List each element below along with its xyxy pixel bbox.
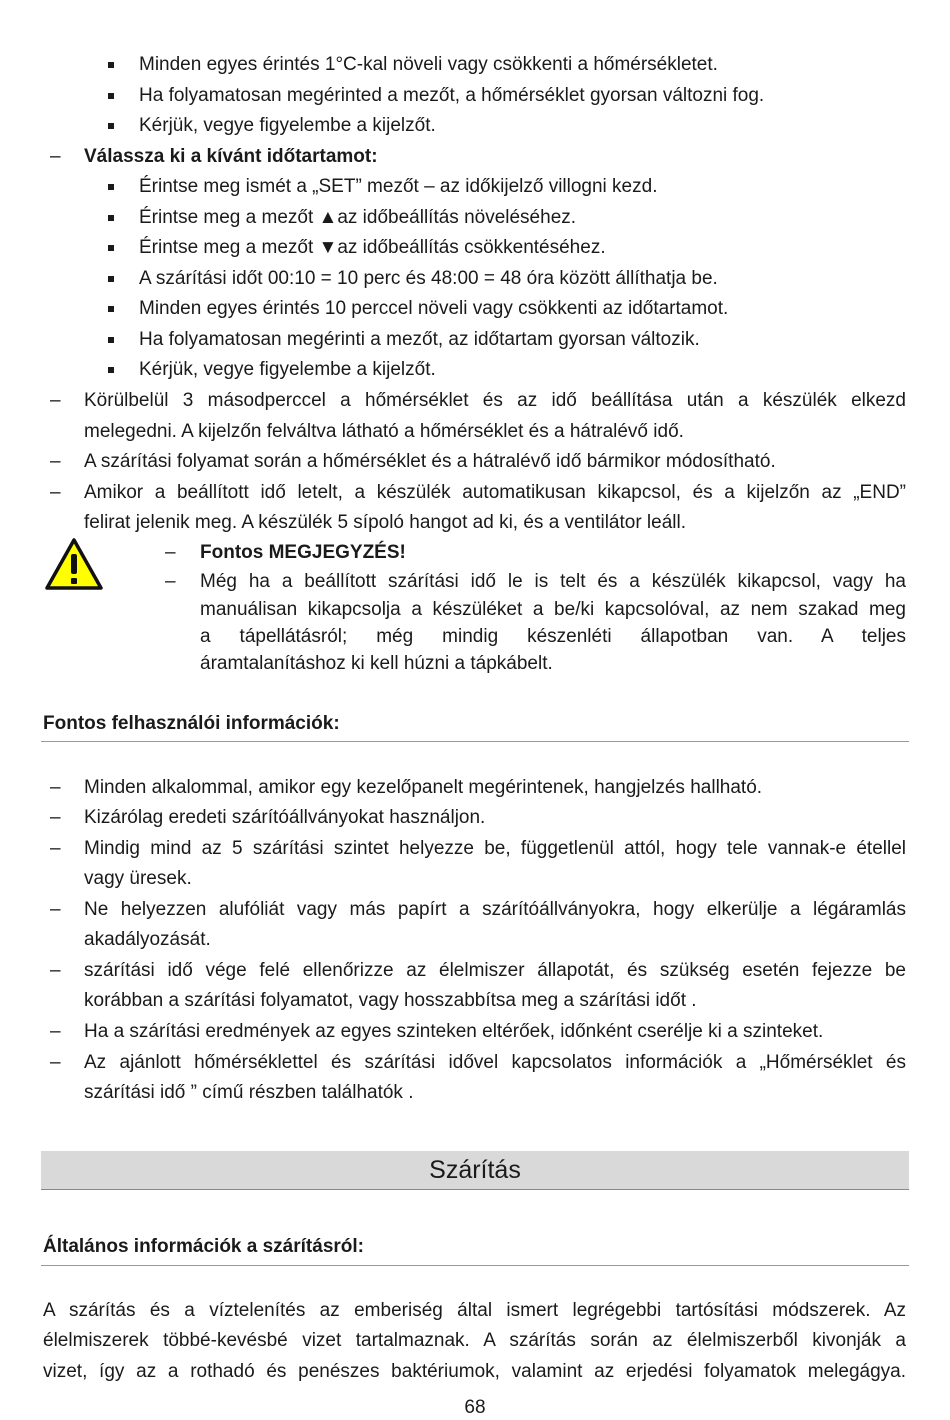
- user-info-heading: Fontos felhasználói információk:: [43, 713, 340, 734]
- dash-bullet: –: [50, 1021, 61, 1042]
- bullet-square: [108, 184, 114, 190]
- list-item: Minden egyes érintés 1°C-kal növeli vagy csökkenti a hőmérsékletet.: [139, 54, 718, 75]
- bullet-square: [108, 123, 114, 129]
- paragraph-line: A szárítás és a víztelenítés az emberiség által ismert legrégebbi tartósítási módszerek. Az: [43, 1300, 906, 1321]
- list-item: A szárítási időt 00:10 = 10 perc és 48:00 = 48 óra között állíthatja be.: [139, 268, 718, 289]
- dash-bullet: –: [165, 571, 176, 592]
- list-item: Kérjük, vegye figyelembe a kijelzőt.: [139, 115, 436, 136]
- list-item-continuation: korábban a szárítási folyamatot, vagy hosszabbítsa meg a szárítási időt .: [84, 990, 697, 1011]
- page-number: 68: [464, 1397, 486, 1418]
- list-item: Ha folyamatosan megérinti a mezőt, az időtartam gyorsan változik.: [139, 329, 700, 350]
- paragraph-line: élelmiszerek többé-kevésbé vizet tartalmaznak. A szárítás során az élelmiszerből kivonják a: [43, 1330, 906, 1351]
- dash-bullet: –: [50, 899, 61, 920]
- list-item-continuation: akadályozását.: [84, 929, 211, 950]
- bullet-square: [108, 245, 114, 251]
- dash-bullet: –: [50, 451, 61, 472]
- list-item: Minden alkalommal, amikor egy kezelőpanelt megérintenek, hangjelzés hallható.: [84, 777, 763, 798]
- warning-line: manuálisan kikapcsolja a készüléket a be/ki kapcsolóval, az nem szakad meg: [200, 599, 906, 620]
- list-item: Ha folyamatosan megérinted a mezőt, a hőmérséklet gyorsan változni fog.: [139, 85, 765, 106]
- dash-bullet: –: [50, 482, 61, 503]
- warning-line: áramtalanításhoz ki kell húzni a tápkábelt.: [200, 653, 553, 674]
- list-item: Mindig mind az 5 szárítási szintet helyezze be, függetlenül attól, hogy tele vannak-e étellel: [84, 838, 906, 859]
- warning-triangle-icon: [44, 537, 104, 591]
- dash-bullet: –: [50, 1052, 61, 1073]
- paragraph-line: vizet, így az a rothadó és penészes baktériumok, valamint az erjedési folyamatok melegágya.: [43, 1361, 906, 1382]
- warning-title: Fontos MEGJEGYZÉS!: [200, 542, 406, 563]
- dash-bullet: –: [50, 390, 61, 411]
- bullet-square: [108, 215, 114, 221]
- list-item-continuation: vagy üresek.: [84, 868, 192, 889]
- list-item: Amikor a beállított idő letelt, a készülék automatikusan kikapcsol, és a kijelzőn az „END”: [84, 482, 906, 503]
- list-item-continuation: felirat jelenik meg. A készülék 5 sípoló hangot ad ki, és a ventilátor leáll.: [84, 512, 687, 533]
- dash-bullet: –: [50, 777, 61, 798]
- warning-line: Még ha a beállított szárítási idő le is telt és a készülék kikapcsol, vagy ha: [200, 571, 906, 592]
- list-item: Kizárólag eredeti szárítóállványokat használjon.: [84, 807, 486, 828]
- list-item: Kérjük, vegye figyelembe a kijelzőt.: [139, 359, 436, 380]
- bullet-square: [108, 62, 114, 68]
- dash-bullet: –: [165, 542, 176, 563]
- list-item: Az ajánlott hőmérséklettel és szárítási idővel kapcsolatos információk a „Hőmérséklet és: [84, 1052, 906, 1073]
- list-item: szárítási idő vége felé ellenőrizze az élelmiszer állapotát, és szükség esetén fejezze be: [84, 960, 906, 981]
- section-title-banner: Szárítás: [41, 1151, 909, 1190]
- list-item: Ha a szárítási eredmények az egyes szinteken eltérőek, időnként cserélje ki a szinteket.: [84, 1021, 824, 1042]
- list-item: Minden egyes érintés 10 perccel növeli vagy csökkenti az időtartamot.: [139, 298, 729, 319]
- general-info-heading: Általános információk a szárításról:: [43, 1236, 364, 1257]
- list-item: Ne helyezzen alufóliát vagy más papírt a szárítóállványokra, hogy elkerülje a légáramlás: [84, 899, 906, 920]
- dash-bullet: –: [50, 807, 61, 828]
- heading-rule: [41, 1265, 909, 1266]
- list-item: Érintse meg a mezőt ▼az időbeállítás csökkentéséhez.: [139, 237, 606, 258]
- time-heading: Válassza ki a kívánt időtartamot:: [84, 146, 378, 167]
- list-item: Érintse meg a mezőt ▲az időbeállítás növeléséhez.: [139, 207, 577, 228]
- list-item-continuation: melegedni. A kijelzőn felváltva látható a hőmérséklet és a hátralévő idő.: [84, 421, 684, 442]
- dash-bullet: –: [50, 960, 61, 981]
- list-item: Körülbelül 3 másodperccel a hőmérséklet és az idő beállítása után a készülék elkezd: [84, 390, 906, 411]
- bullet-square: [108, 367, 114, 373]
- dash-bullet: –: [50, 146, 61, 167]
- bullet-square: [108, 337, 114, 343]
- bullet-square: [108, 93, 114, 99]
- heading-rule: [41, 741, 909, 742]
- bullet-square: [108, 306, 114, 312]
- list-item-continuation: szárítási idő ” című részben találhatók .: [84, 1082, 414, 1103]
- bullet-square: [108, 276, 114, 282]
- warning-line: a tápellátásról; még mindig készenléti állapotban van. A teljes: [200, 626, 906, 647]
- list-item: A szárítási folyamat során a hőmérséklet és a hátralévő idő bármikor módosítható.: [84, 451, 776, 472]
- list-item: Érintse meg ismét a „SET” mezőt – az időkijelző villogni kezd.: [139, 176, 658, 197]
- dash-bullet: –: [50, 838, 61, 859]
